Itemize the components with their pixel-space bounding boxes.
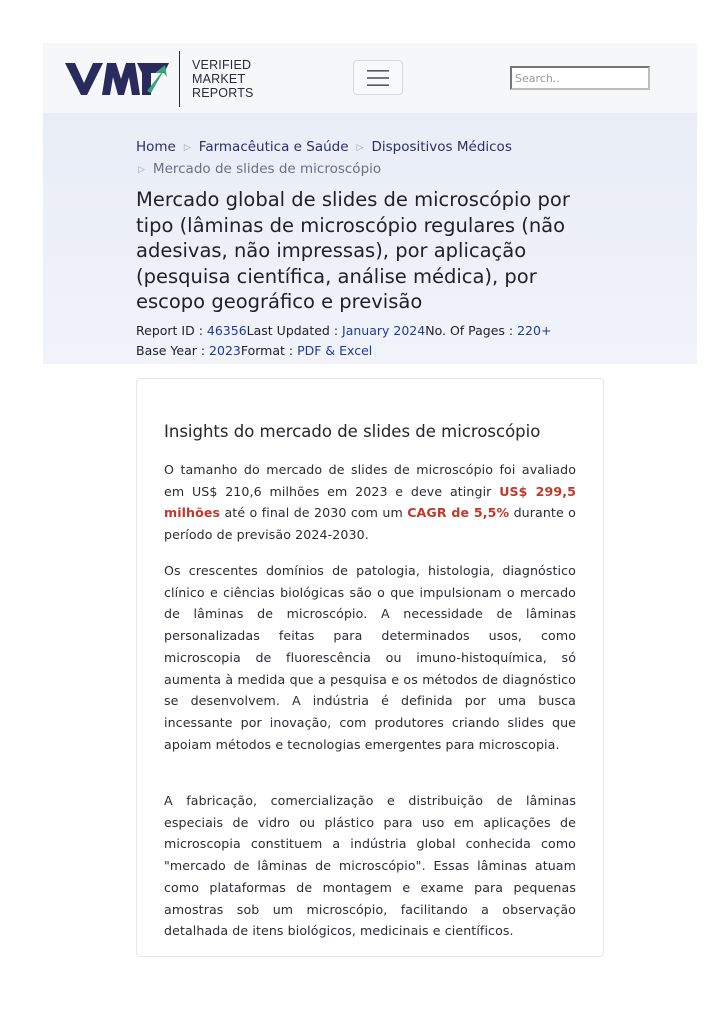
- breadcrumb-subcategory[interactable]: Dispositivos Médicos: [371, 139, 512, 155]
- p1-text-b: até o final de 2030 com um: [220, 505, 408, 521]
- format-label: Format :: [240, 342, 298, 358]
- insights-card: [136, 378, 604, 957]
- site-header: [43, 43, 697, 113]
- base-year-value: 2023: [209, 342, 241, 358]
- report-id-label: Report ID :: [136, 323, 207, 338]
- pages-value: 220+: [517, 323, 552, 338]
- insights-paragraph-2: Os crescentes domínios de patologia, histologia, diagnóstico clínico e ciências biológicas são o que impulsionam o mercado de lâminas de microscópio. A necessidade de lâminas personalizadas feitas para determinados usos, como microscopia de fluorescência ou imuno-histoquímica, só aumenta à medida que a pesquisa e os métodos de diagnóstico se desenvolvem. A indústria é definida por uma busca incessante por inovação, com produtores criando slides que apoiam métodos e tecnologias emergentes para microscopia.: [164, 563, 576, 752]
- insights-paragraph-3: A fabricação, comercialização e distribuição de lâminas especiais de vidro ou plástico para uso em aplicações de microscopia constituem a indústria global conhecida como "mercado de lâminas de microscópio". Essas lâminas atuam como plataformas de montagem e exame para pequenas amostras sob um microscópio, facilitando a observação detalhada de itens biológicos, medicinais e científicos.: [164, 793, 576, 939]
- breadcrumb-home[interactable]: Home: [136, 139, 176, 155]
- p1-text-a: O tamanho do mercado de slides de microscópio foi avaliado em US$ 210,6 milhões em 2023 e deve atingir: [164, 462, 576, 499]
- pages-label: No. Of Pages :: [425, 323, 518, 338]
- p1-text-c: durante o período de previsão 2024-2030.: [164, 505, 576, 543]
- format-value: PDF & Excel: [297, 342, 373, 358]
- logo-line-2: MARKET: [192, 72, 246, 86]
- site-logo[interactable]: [65, 50, 254, 108]
- logo-wordmark: [192, 58, 254, 100]
- logo-divider: [179, 51, 180, 107]
- market-value-highlight: US$ 299,5 milhões: [164, 483, 576, 521]
- logo-line-1: VERIFIED: [192, 58, 252, 72]
- cagr-highlight: CAGR de 5,5%: [407, 505, 510, 521]
- vmr-logo-icon: [65, 59, 171, 99]
- insights-heading: Insights do mercado de slides de microscópio: [164, 422, 541, 441]
- breadcrumb-current: Mercado de slides de microscópio: [152, 161, 382, 177]
- breadcrumb: [136, 137, 606, 181]
- breadcrumb-category[interactable]: Farmacêutica e Saúde: [198, 139, 349, 155]
- chevron-right-icon: ▷: [183, 143, 191, 153]
- page-title: Mercado global de slides de microscópio por tipo (lâminas de microscópio regulares (não adesivas, não impressas), por aplicação (pesquisa científica, análise médica), por escopo geográfico e previsão: [136, 188, 570, 313]
- logo-line-3: REPORTS: [192, 86, 254, 100]
- menu-toggle-button[interactable]: [353, 60, 403, 95]
- report-id-value: 46356: [206, 323, 247, 338]
- last-updated-value: January 2024: [342, 323, 426, 338]
- chevron-right-icon: ▷: [356, 143, 364, 153]
- insights-paragraph-1: [164, 459, 576, 546]
- hamburger-icon: [366, 69, 390, 87]
- report-meta: [136, 321, 616, 360]
- base-year-label: Base Year :: [136, 342, 210, 358]
- report-hero: [43, 113, 697, 364]
- chevron-right-icon: ▷: [138, 165, 145, 175]
- last-updated-label: Last Updated :: [246, 323, 343, 338]
- search-input[interactable]: [510, 66, 650, 90]
